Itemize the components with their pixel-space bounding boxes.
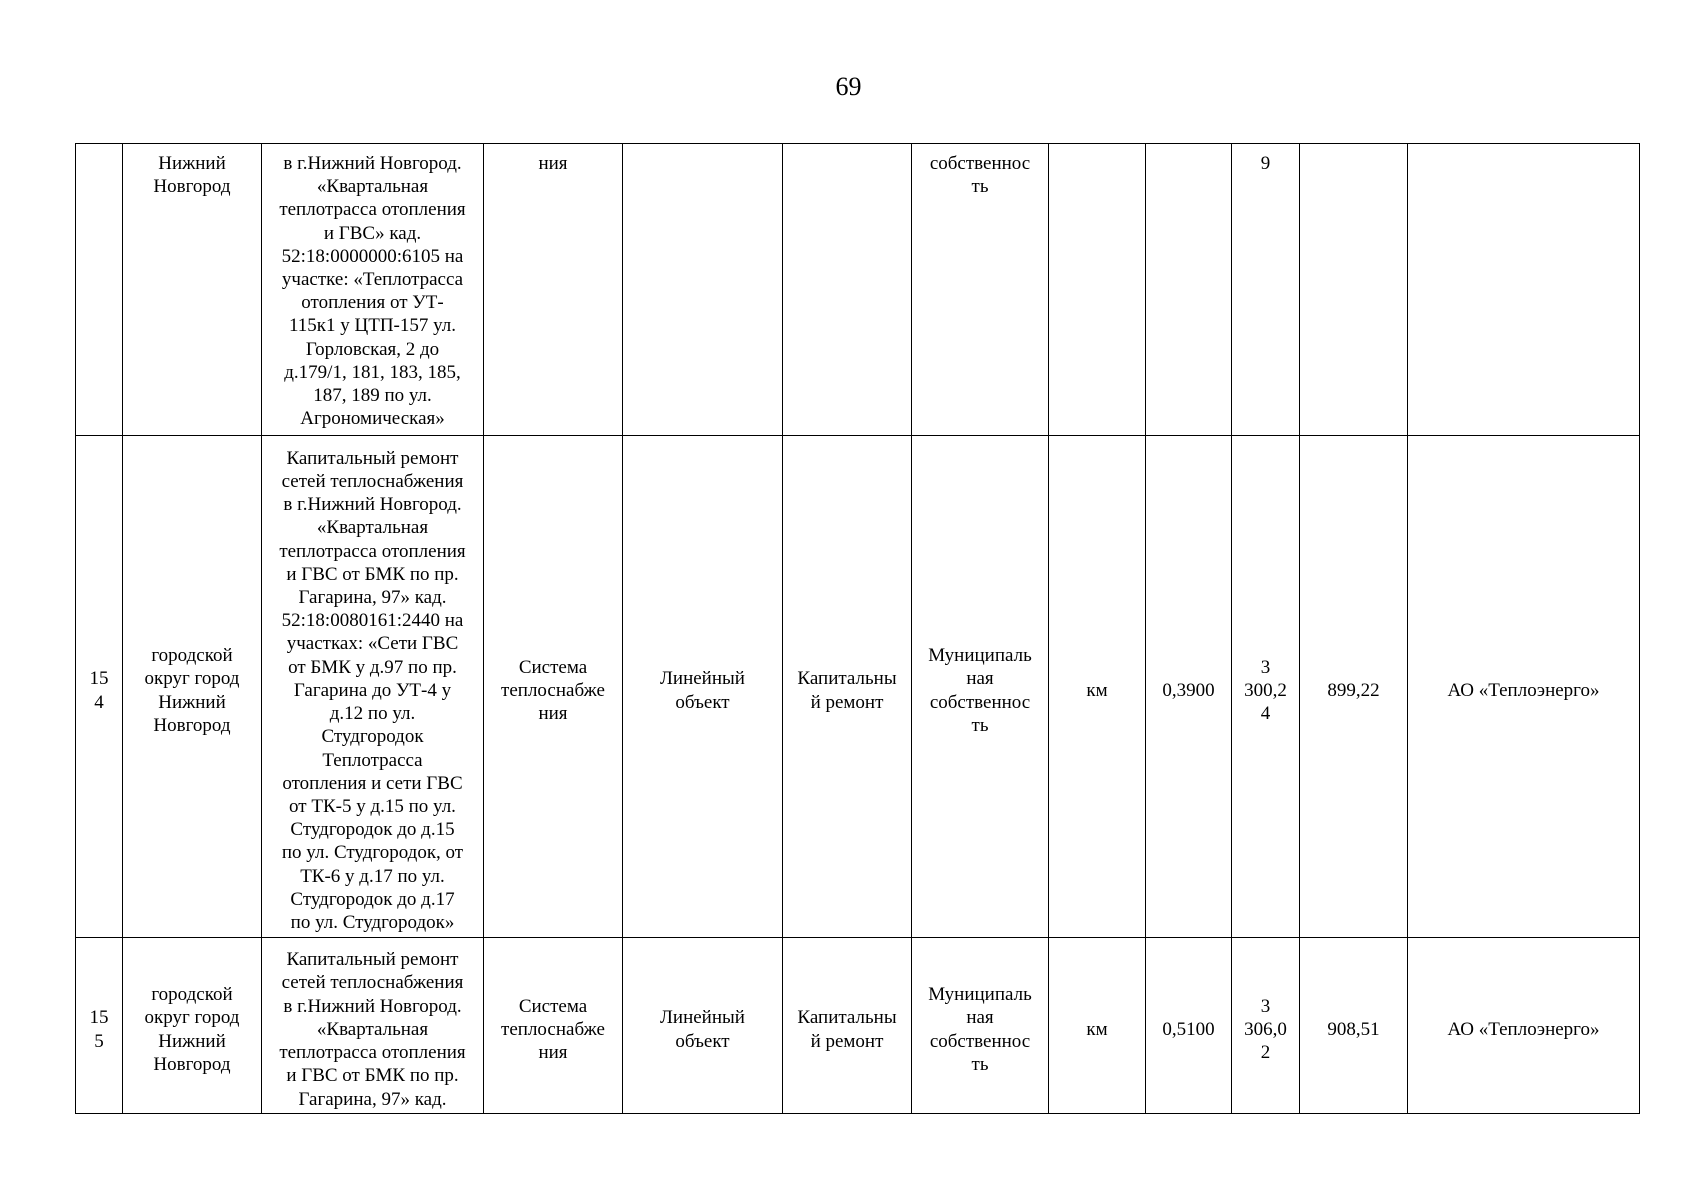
- cell-municipality: Нижний Новгород: [123, 144, 262, 436]
- works-table: [75, 143, 1640, 1114]
- cell-unit: [1049, 144, 1146, 436]
- cell-cost-total: 9: [1232, 144, 1300, 436]
- cell-number: 15 5: [76, 938, 123, 1114]
- cell-number: 15 4: [76, 436, 123, 938]
- cell-object: Капитальный ремонт сетей теплоснабжения в г.Нижний Новгород. «Квартальная теплотрасса отопления и ГВС от БМК по пр. Гагарина, 97» кад. 52:18:0080161:2440 на участках: «Сети ГВС от БМК у д.97 по пр. Гагарина до УТ-4 у д.12 по ул. Студгородок Теплотрасса отопления и сети ГВС от ТК-5 у д.15 по ул. Студгородок до д.15 по ул. Студгородок, от ТК-6 у д.17 по ул. Студгородок до д.17 по ул. Студгородок»: [262, 436, 484, 938]
- cell-cost-total: 3 300,2 4: [1232, 436, 1300, 938]
- page-number: 69: [835, 72, 862, 101]
- table-row: [76, 144, 1640, 436]
- cell-object: в г.Нижний Новгород. «Квартальная теплотрасса отопления и ГВС» кад. 52:18:0000000:6105 на участке: «Теплотрасса отопления от УТ- 115к1 у ЦТП-157 ул. Горловская, 2 до д.179/1, 181, 183, 185, 187, 189 по ул. Агрономическая»: [262, 144, 484, 436]
- cell-object-type: [623, 144, 783, 436]
- cell-system: Система теплоснабже ния: [484, 938, 623, 1114]
- table-row: [76, 436, 1640, 938]
- table-row: [76, 938, 1640, 1114]
- cell-unit: км: [1049, 436, 1146, 938]
- cell-cost-unit: 908,51: [1300, 938, 1408, 1114]
- cell-work-type: Капитальны й ремонт: [783, 938, 912, 1114]
- cell-work-type: Капитальны й ремонт: [783, 436, 912, 938]
- cell-ownership: Муниципаль ная собственнос ть: [912, 436, 1049, 938]
- cell-organization: АО «Теплоэнерго»: [1408, 938, 1640, 1114]
- cell-organization: [1408, 144, 1640, 436]
- cell-unit: км: [1049, 938, 1146, 1114]
- cell-object-type: Линейный объект: [623, 938, 783, 1114]
- cell-object-type: Линейный объект: [623, 436, 783, 938]
- cell-work-type: [783, 144, 912, 436]
- cell-system: ния: [484, 144, 623, 436]
- cell-system: Система теплоснабже ния: [484, 436, 623, 938]
- cell-municipality: городской округ город Нижний Новгород: [123, 938, 262, 1114]
- cell-ownership: Муниципаль ная собственнос ть: [912, 938, 1049, 1114]
- cell-organization: АО «Теплоэнерго»: [1408, 436, 1640, 938]
- cell-object: Капитальный ремонт сетей теплоснабжения в г.Нижний Новгород. «Квартальная теплотрасса отопления и ГВС от БМК по пр. Гагарина, 97» кад.: [262, 938, 484, 1114]
- cell-cost-total: 3 306,0 2: [1232, 938, 1300, 1114]
- cell-cost-unit: 899,22: [1300, 436, 1408, 938]
- cell-quantity: 0,3900: [1146, 436, 1232, 938]
- cell-number: [76, 144, 123, 436]
- cell-quantity: 0,5100: [1146, 938, 1232, 1114]
- cell-ownership: собственнос ть: [912, 144, 1049, 436]
- cell-cost-unit: [1300, 144, 1408, 436]
- cell-quantity: [1146, 144, 1232, 436]
- cell-municipality: городской округ город Нижний Новгород: [123, 436, 262, 938]
